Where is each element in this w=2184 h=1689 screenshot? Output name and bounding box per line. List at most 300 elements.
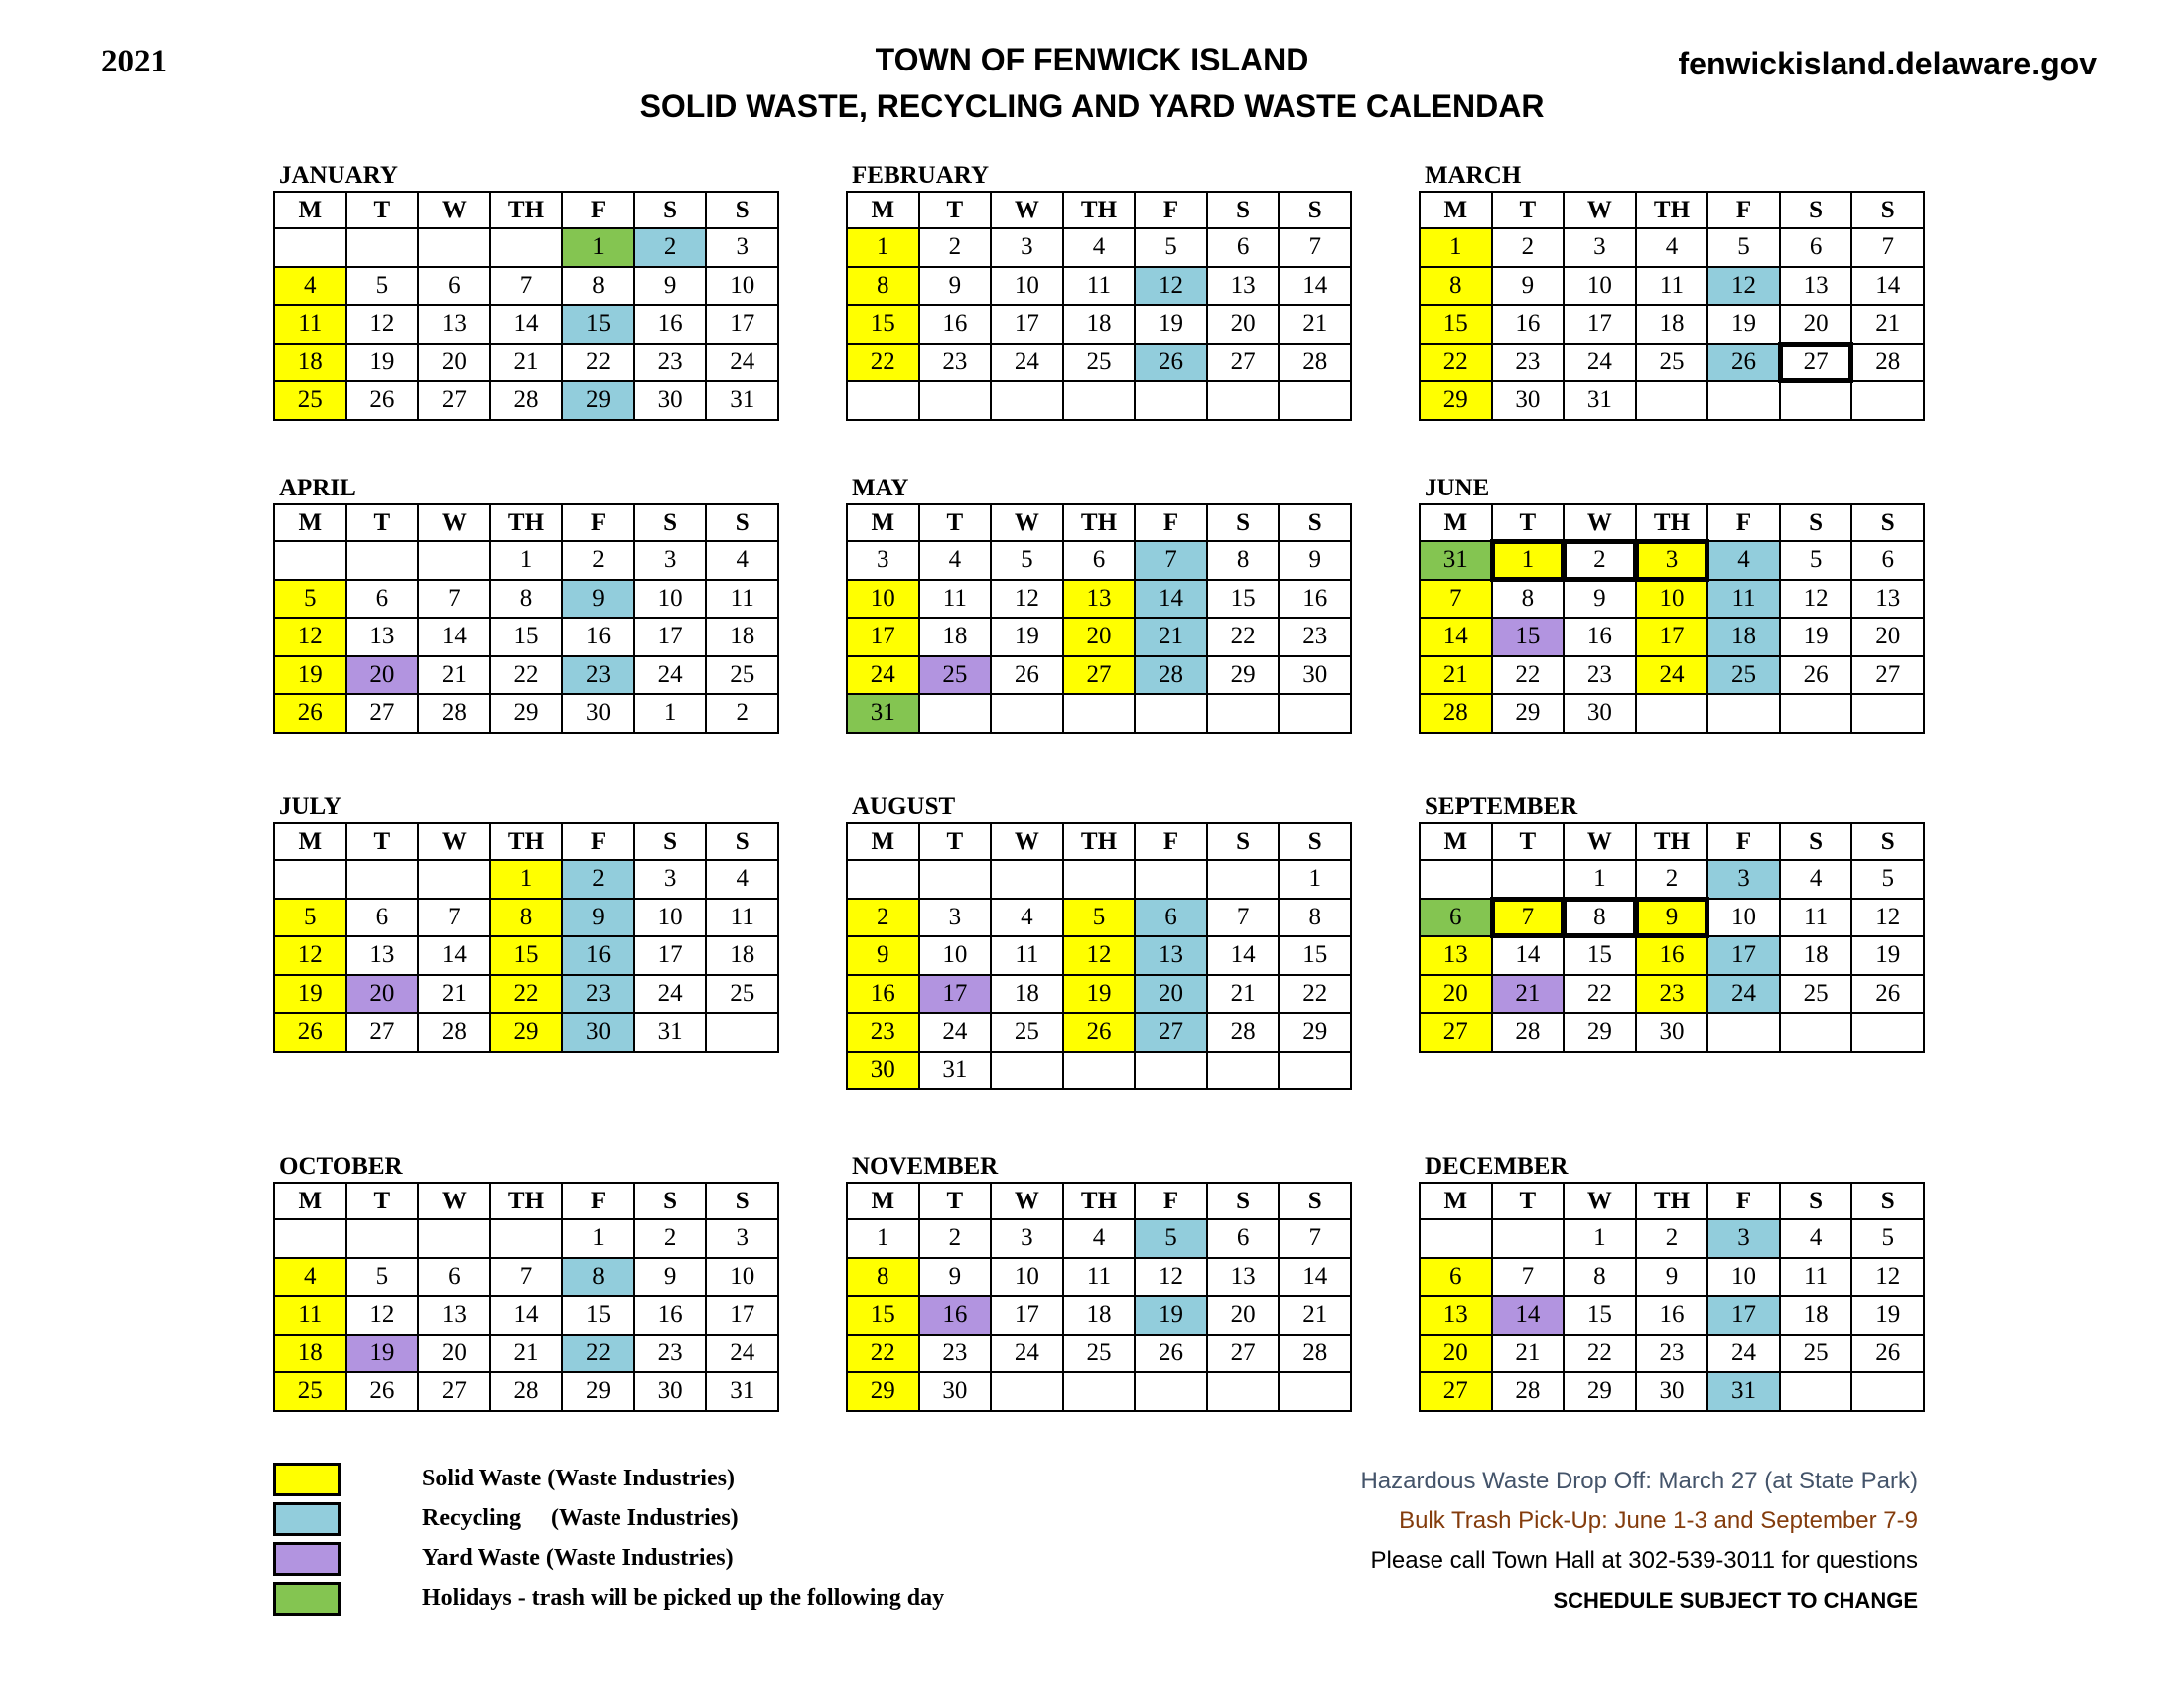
day-cell: 6 [1207,1219,1280,1258]
day-cell: 10 [847,580,919,619]
day-cell: 30 [847,1052,919,1090]
day-cell: 14 [1279,267,1351,306]
year-label: 2021 [101,44,167,79]
legend-item [273,1463,1047,1502]
weekday-header: S [1279,1183,1351,1219]
weekday-header: T [346,504,419,541]
weekday-header: T [1492,192,1565,228]
week-row [847,228,1351,267]
day-cell: 13 [1420,936,1492,975]
day-cell: 16 [562,618,634,656]
day-cell: 15 [562,1296,634,1335]
day-cell: 5 [1063,899,1136,937]
day-cell: 13 [1135,936,1207,975]
day-cell: 30 [562,694,634,733]
weekday-header: TH [1636,823,1708,860]
day-cell: 10 [991,267,1063,306]
day-cell: 28 [1420,694,1492,733]
day-cell: 26 [274,694,346,733]
day-cell [1279,1052,1351,1090]
weekday-header-row [274,823,778,860]
week-row [274,899,778,937]
day-cell [1207,381,1280,420]
week-row [274,580,778,619]
weekday-header-row [847,192,1351,228]
day-cell [1063,694,1136,733]
day-cell: 4 [1063,228,1136,267]
weekday-header: S [634,504,707,541]
day-cell: 9 [1492,267,1565,306]
day-cell: 6 [1420,899,1492,937]
day-cell: 23 [562,975,634,1014]
week-row [1420,975,1924,1014]
week-row [274,541,778,580]
weekday-header: W [418,1183,490,1219]
day-cell: 4 [1063,1219,1136,1258]
day-cell: 28 [418,1013,490,1052]
weekday-header: S [1851,823,1924,860]
day-cell: 26 [1707,344,1780,382]
day-cell: 27 [1207,344,1280,382]
day-cell: 16 [1636,936,1708,975]
month-table [846,503,1352,734]
weekday-header-row [274,504,778,541]
weekday-header: S [1279,823,1351,860]
day-cell: 5 [1851,1219,1924,1258]
day-cell: 24 [1564,344,1636,382]
day-cell: 15 [490,618,563,656]
day-cell: 1 [1492,541,1565,580]
weekday-header: M [847,823,919,860]
day-cell [1063,1372,1136,1411]
day-cell: 2 [847,899,919,937]
day-cell: 29 [1207,656,1280,695]
weekday-header: S [1207,823,1280,860]
month-january [273,161,779,421]
month-december [1419,1152,1925,1412]
day-cell: 30 [1636,1013,1708,1052]
day-cell: 11 [706,580,778,619]
day-cell: 12 [1135,1258,1207,1297]
day-cell [1063,381,1136,420]
day-cell: 23 [919,1335,992,1373]
day-cell: 31 [706,1372,778,1411]
week-row [274,1335,778,1373]
day-cell: 29 [490,694,563,733]
month-name: MAY [852,475,909,501]
day-cell: 26 [1851,975,1924,1014]
day-cell: 14 [1207,936,1280,975]
week-row [274,344,778,382]
day-cell: 19 [1135,305,1207,344]
day-cell: 1 [847,228,919,267]
day-cell: 29 [490,1013,563,1052]
day-cell: 19 [1851,936,1924,975]
weekday-header: M [847,1183,919,1219]
day-cell: 21 [1279,305,1351,344]
month-april [273,474,779,734]
day-cell: 18 [1707,618,1780,656]
day-cell [346,228,419,267]
day-cell: 31 [847,694,919,733]
day-cell: 21 [1135,618,1207,656]
month-name: MARCH [1425,162,1522,189]
day-cell: 15 [1564,936,1636,975]
month-august [846,792,1352,1090]
weekday-header: W [1564,1183,1636,1219]
day-cell [490,1219,563,1258]
weekday-header-row [847,504,1351,541]
day-cell: 18 [1063,1296,1136,1335]
day-cell: 15 [490,936,563,975]
week-row [1420,694,1924,733]
day-cell: 26 [1851,1335,1924,1373]
day-cell: 25 [1063,344,1136,382]
weekday-header: TH [1063,192,1136,228]
month-table [846,822,1352,1090]
day-cell: 17 [634,936,707,975]
day-cell: 15 [1279,936,1351,975]
day-cell: 23 [847,1013,919,1052]
notes [1360,1462,1918,1620]
day-cell: 13 [418,305,490,344]
weekday-header: S [634,192,707,228]
weekday-header: S [706,504,778,541]
day-cell [1207,694,1280,733]
day-cell: 20 [1420,975,1492,1014]
day-cell: 26 [1135,344,1207,382]
day-cell: 8 [847,267,919,306]
day-cell: 23 [1564,656,1636,695]
week-row [847,1258,1351,1297]
day-cell: 11 [1780,899,1852,937]
day-cell: 22 [490,656,563,695]
day-cell [346,541,419,580]
website-label: fenwickisland.delaware.gov [1678,46,2097,81]
weekday-header: S [1207,1183,1280,1219]
weekday-header: TH [1063,823,1136,860]
day-cell: 16 [634,305,707,344]
day-cell [919,694,992,733]
week-row [274,975,778,1014]
day-cell: 11 [274,305,346,344]
day-cell: 5 [991,541,1063,580]
day-cell: 8 [1492,580,1565,619]
day-cell: 22 [1279,975,1351,1014]
day-cell: 24 [919,1013,992,1052]
weekday-header: T [919,1183,992,1219]
weekday-header: M [274,1183,346,1219]
day-cell: 16 [1564,618,1636,656]
week-row [847,656,1351,695]
day-cell: 7 [418,899,490,937]
day-cell: 14 [1492,936,1565,975]
day-cell: 14 [1420,618,1492,656]
day-cell: 14 [1492,1296,1565,1335]
day-cell: 14 [1279,1258,1351,1297]
weekday-header: TH [1063,1183,1136,1219]
weekday-header: F [1135,1183,1207,1219]
weekday-header: TH [490,192,563,228]
day-cell [1207,1372,1280,1411]
day-cell [1780,694,1852,733]
week-row [1420,1372,1924,1411]
week-row [1420,541,1924,580]
weekday-header: TH [1636,1183,1708,1219]
day-cell: 24 [1707,1335,1780,1373]
weekday-header: M [1420,1183,1492,1219]
day-cell: 5 [274,580,346,619]
day-cell [1851,1372,1924,1411]
day-cell: 20 [346,975,419,1014]
day-cell: 22 [847,1335,919,1373]
day-cell: 10 [706,267,778,306]
day-cell [1135,1052,1207,1090]
weekday-header: T [1492,1183,1565,1219]
day-cell: 15 [1492,618,1565,656]
page-subtitle: SOLID WASTE, RECYCLING AND YARD WASTE CALENDAR [639,88,1545,124]
day-cell: 19 [1135,1296,1207,1335]
week-row [274,1296,778,1335]
day-cell: 6 [418,1258,490,1297]
day-cell: 20 [346,656,419,695]
day-cell: 23 [562,656,634,695]
week-row [1420,381,1924,420]
weekday-header-row [274,1183,778,1219]
day-cell: 21 [1492,975,1565,1014]
day-cell: 25 [991,1013,1063,1052]
day-cell: 22 [1420,344,1492,382]
bulk-trash-note: Bulk Trash Pick-Up: June 1-3 and September 7-9 [1399,1507,1918,1534]
day-cell: 17 [706,1296,778,1335]
weekday-header: S [1207,504,1280,541]
week-row [274,618,778,656]
weekday-header-row [1420,823,1924,860]
day-cell: 12 [274,618,346,656]
day-cell: 10 [1636,580,1708,619]
day-cell: 9 [634,267,707,306]
day-cell: 22 [1207,618,1280,656]
weekday-header: W [1564,504,1636,541]
weekday-header: W [418,192,490,228]
day-cell: 16 [1279,580,1351,619]
month-february [846,161,1352,421]
day-cell: 31 [1707,1372,1780,1411]
month-table [846,1182,1352,1412]
day-cell: 1 [562,228,634,267]
day-cell: 18 [1780,1296,1852,1335]
day-cell [418,1219,490,1258]
day-cell: 11 [919,580,992,619]
day-cell: 18 [919,618,992,656]
day-cell: 12 [1063,936,1136,975]
day-cell: 1 [1564,860,1636,899]
day-cell: 19 [1851,1296,1924,1335]
day-cell: 12 [346,1296,419,1335]
month-table [1419,1182,1925,1412]
weekday-header: W [991,192,1063,228]
month-table [273,1182,779,1412]
weekday-header: T [346,823,419,860]
day-cell: 21 [1420,656,1492,695]
day-cell: 27 [1851,656,1924,695]
day-cell: 17 [1707,1296,1780,1335]
day-cell: 17 [706,305,778,344]
day-cell: 31 [634,1013,707,1052]
legend-label: Solid Waste (Waste Industries) [422,1466,735,1491]
month-table [1419,822,1925,1053]
week-row [847,305,1351,344]
day-cell: 5 [1707,228,1780,267]
week-row [1420,305,1924,344]
day-cell: 20 [1063,618,1136,656]
week-row [847,899,1351,937]
day-cell: 18 [991,975,1063,1014]
day-cell: 24 [634,656,707,695]
week-row [847,1013,1351,1052]
day-cell: 9 [562,899,634,937]
day-cell [1135,694,1207,733]
weekday-header: T [346,192,419,228]
week-row [1420,267,1924,306]
day-cell: 29 [562,381,634,420]
day-cell: 3 [919,899,992,937]
day-cell: 30 [1279,656,1351,695]
day-cell: 1 [1564,1219,1636,1258]
day-cell: 26 [1780,656,1852,695]
day-cell: 31 [919,1052,992,1090]
week-row [1420,228,1924,267]
day-cell: 25 [706,975,778,1014]
day-cell: 14 [418,618,490,656]
week-row [847,580,1351,619]
day-cell: 2 [562,541,634,580]
weekday-header: TH [490,504,563,541]
day-cell [1636,381,1708,420]
day-cell: 26 [1135,1335,1207,1373]
day-cell: 8 [847,1258,919,1297]
weekday-header: S [706,192,778,228]
week-row [274,1013,778,1052]
day-cell: 11 [1063,267,1136,306]
weekday-header: F [562,1183,634,1219]
weekday-header: S [1279,192,1351,228]
day-cell: 17 [1636,618,1708,656]
day-cell: 6 [1851,541,1924,580]
day-cell: 11 [1063,1258,1136,1297]
day-cell: 20 [418,1335,490,1373]
day-cell: 3 [991,1219,1063,1258]
day-cell: 22 [1564,1335,1636,1373]
day-cell: 25 [1063,1335,1136,1373]
call-town-hall-note: Please call Town Hall at 302-539-3011 for questions [1370,1547,1918,1574]
weekday-header: W [991,823,1063,860]
weekday-header: S [1780,504,1852,541]
day-cell: 18 [274,344,346,382]
day-cell: 19 [346,344,419,382]
week-row [274,267,778,306]
day-cell: 13 [346,936,419,975]
day-cell: 6 [418,267,490,306]
day-cell: 30 [634,381,707,420]
weekday-header: M [847,504,919,541]
day-cell: 7 [1207,899,1280,937]
legend-label: Yard Waste (Waste Industries) [422,1545,734,1571]
day-cell: 10 [634,899,707,937]
week-row [1420,1258,1924,1297]
day-cell [991,860,1063,899]
day-cell: 1 [1279,860,1351,899]
weekday-header: M [1420,192,1492,228]
day-cell: 18 [706,936,778,975]
weekday-header: F [562,192,634,228]
month-table [273,191,779,421]
day-cell [991,694,1063,733]
day-cell [1420,1219,1492,1258]
weekday-header: W [991,504,1063,541]
day-cell: 25 [1780,975,1852,1014]
day-cell: 18 [274,1335,346,1373]
day-cell: 5 [1780,541,1852,580]
day-cell: 9 [562,580,634,619]
weekday-header: F [1707,1183,1780,1219]
day-cell: 7 [1420,580,1492,619]
day-cell: 29 [1564,1372,1636,1411]
day-cell: 28 [1492,1372,1565,1411]
solid-waste-swatch [273,1463,341,1496]
week-row [1420,618,1924,656]
day-cell: 10 [1707,899,1780,937]
day-cell: 19 [1063,975,1136,1014]
day-cell: 21 [418,656,490,695]
day-cell: 28 [1279,1335,1351,1373]
day-cell: 2 [634,228,707,267]
weekday-header: F [1135,192,1207,228]
day-cell: 9 [1636,1258,1708,1297]
day-cell: 4 [1636,228,1708,267]
day-cell [274,228,346,267]
day-cell: 31 [1564,381,1636,420]
day-cell [274,1219,346,1258]
legend-item [273,1582,1047,1621]
day-cell: 6 [1063,541,1136,580]
day-cell: 3 [1707,860,1780,899]
month-name: JUNE [1425,475,1490,501]
weekday-header: S [634,823,707,860]
day-cell: 16 [919,1296,992,1335]
weekday-header: W [418,504,490,541]
day-cell: 29 [847,1372,919,1411]
day-cell: 30 [1636,1372,1708,1411]
weekday-header: T [919,504,992,541]
day-cell [1780,381,1852,420]
week-row [847,541,1351,580]
day-cell: 20 [1780,305,1852,344]
day-cell: 10 [634,580,707,619]
day-cell [1851,1013,1924,1052]
day-cell: 2 [1492,228,1565,267]
day-cell: 22 [1564,975,1636,1014]
day-cell: 21 [418,975,490,1014]
day-cell [1135,860,1207,899]
day-cell: 11 [1780,1258,1852,1297]
day-cell: 5 [274,899,346,937]
day-cell: 29 [1279,1013,1351,1052]
day-cell [1780,1013,1852,1052]
day-cell: 13 [346,618,419,656]
day-cell: 16 [562,936,634,975]
day-cell [418,541,490,580]
